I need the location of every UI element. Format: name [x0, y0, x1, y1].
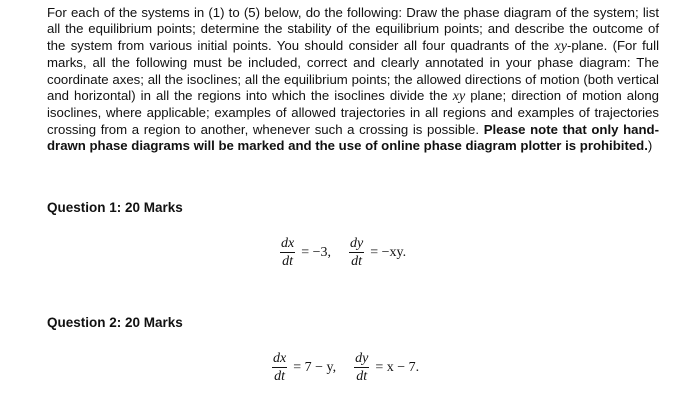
instructions-text-3: plane; direction of motion along isoclines, where applicable; examples of allowed trajectories in all regions and examples of trajectories crossing from a region to another, whenever such a crossing is possible. — [47, 88, 659, 137]
q1-dy-numerator: dy — [350, 236, 364, 251]
xy-math-2: xy — [452, 89, 466, 105]
question-2-equations — [270, 351, 423, 384]
q1-dt-denominator-2: dt — [351, 254, 363, 269]
q1-dxdt-fraction — [280, 236, 295, 269]
q2-dy-rhs: = x − 7. — [375, 359, 420, 375]
q2-dxdt-fraction — [272, 351, 287, 384]
instructions-text-2: -plane. (For full marks, all the following must be included, correct and clearly annotated in your phase diagram: The coordinate axes; all the isoclines; all the equilibrium points; the allowed directions of motion (both vertical and horizontal) in all the regions into which the isoclines divide the — [47, 37, 660, 104]
q1-dt-denominator: dt — [282, 254, 294, 269]
q1-dydt-fraction — [349, 236, 364, 269]
q2-dx-numerator: dx — [273, 351, 287, 366]
instructions-text-4: ) — [647, 138, 653, 154]
q1-dx-numerator: dx — [281, 236, 295, 251]
q2-dt-denominator: dt — [274, 369, 286, 384]
xy-math-1: xy — [554, 38, 567, 54]
q2-dt-denominator-2: dt — [356, 369, 368, 384]
q1-dy-rhs: = −xy. — [370, 244, 407, 260]
question-1-heading: Question 1: 20 Marks — [47, 200, 183, 215]
q2-dydt-fraction — [354, 351, 369, 384]
instructions-text-1: For each of the systems in (1) to (5) below, do the following: Draw the phase diagram of the system; list all the equilibrium points; determine the stability of the equilibrium points; and describe the outcome of the system from various initial points. You should consider all four quadrants of the — [47, 5, 659, 53]
instructions-paragraph — [47, 5, 659, 155]
q1-dx-rhs: = −3, — [301, 244, 332, 260]
question-2-heading: Question 2: 20 Marks — [47, 315, 183, 330]
prohibition-notice: Please note that only hand-drawn phase diagrams will be marked and the use of online phase diagram plotter is prohibited. — [47, 121, 659, 154]
question-1-equations — [278, 236, 410, 269]
q2-dy-numerator: dy — [355, 351, 369, 366]
q2-dx-rhs: = 7 − y, — [293, 359, 337, 375]
